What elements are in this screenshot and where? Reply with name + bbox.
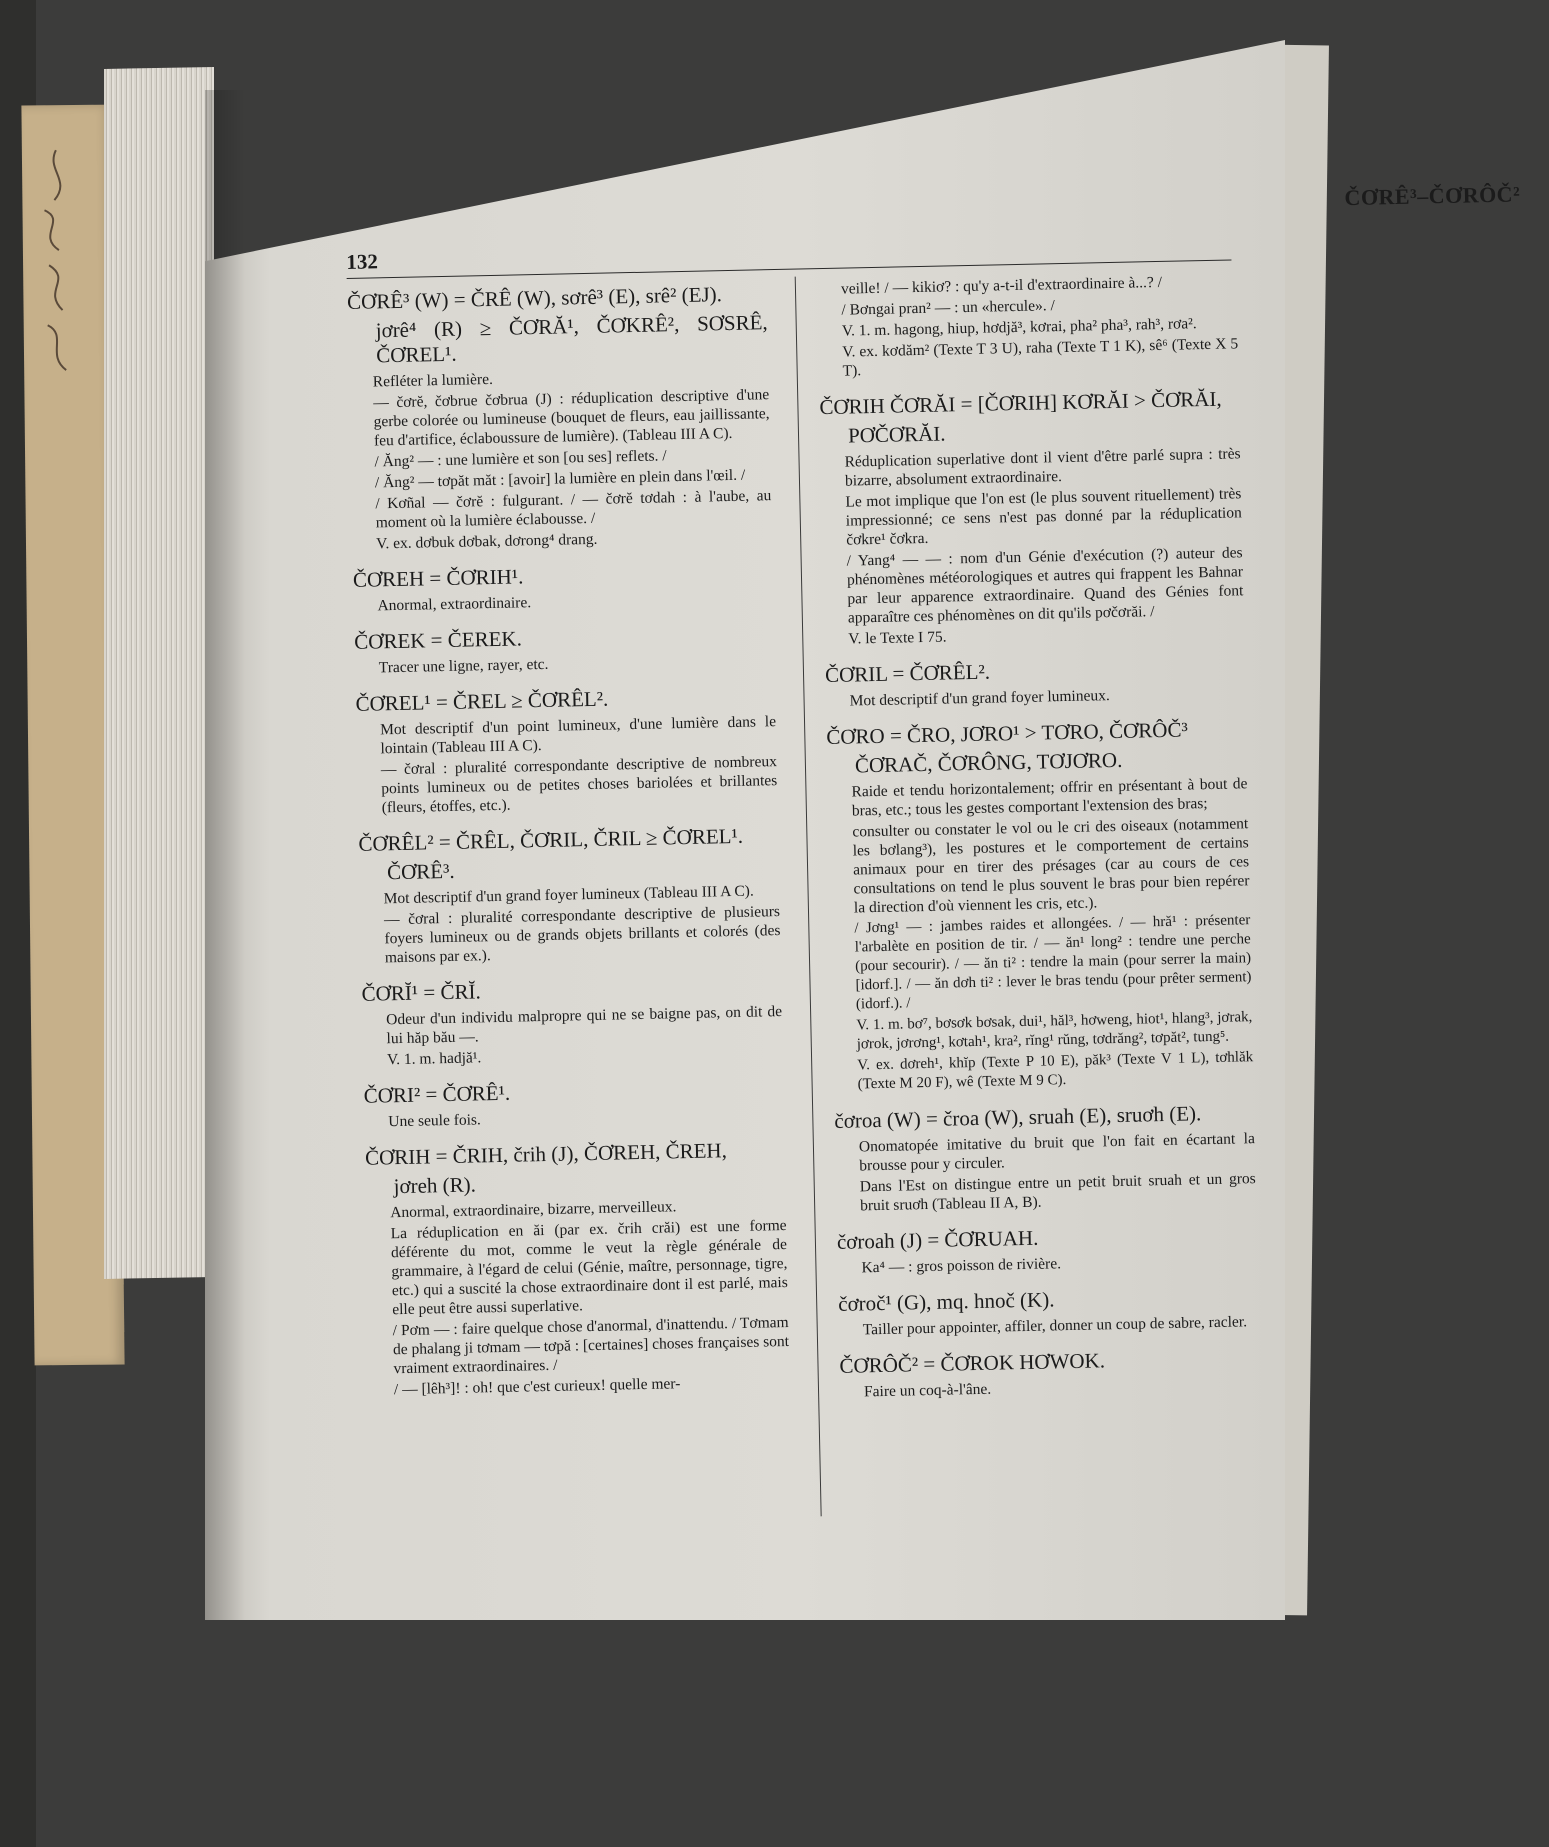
dictionary-entry [826, 716, 1254, 1095]
definition-line: / — [lêh³]! : oh! que c'est curieux! quelle mer- [393, 1375, 681, 1399]
right-column [817, 271, 1261, 1416]
definition-line: Faire un coq-à-l'âne. [863, 1380, 992, 1401]
definition-line: V. le Texte I 75. [848, 628, 947, 648]
page-edges [104, 67, 214, 1279]
definition-line: V. ex. dơbuk dơbak, dơrong⁴ drang. [376, 530, 598, 553]
definition-line: V. 1. m. bơ⁷, bơsơk bơsak, dui¹, hăl³, hơweng, hiot¹, hlang³, jơrak, jơrok, jơrơng¹, kơtah¹, kra², rĭng¹ rŭng, tơdrăng², tơpăt², tung⁵. [856, 1009, 1253, 1053]
headword: ČƠRĬ¹ = ČRĬ. [361, 979, 481, 1006]
definition-line: Anormal, extraordinaire, bizarre, merveilleux. [390, 1198, 677, 1222]
definition-line: Dans l'Est on distingue entre un petit bruit sruah et un gros bruit sruơh (Tableau II A, B). [859, 1170, 1256, 1215]
definition-line: Tracer une ligne, rayer, etc. [378, 655, 549, 677]
dictionary-entry [353, 559, 774, 616]
definition-line: Refléter la lumière. [372, 370, 494, 391]
dictionary-entry [834, 1100, 1256, 1216]
headword: ČƠRIH = ČRIH, črih (J), ČƠREH, ČREH, [364, 1138, 728, 1170]
headword: ČƠRÊ³ (W) = ČRÊ (W), sơrê³ (E), srê² (EJ). [346, 282, 723, 314]
definition-line: — čơrĕ, čơbrue čơbrua (J) : réduplication descriptive d'une gerbe colorée ou lumineuse (bouquet de fleurs, eau jaillissante, feu d'artifice, éclaboussure de lumière). (Tableau III A C). [373, 386, 770, 450]
definition-line: / Bơngai pran² — : un «hercule». / [841, 297, 1055, 319]
headword-continuation: ČƠRÊ³. [386, 858, 455, 885]
definition-line: Réduplication superlative dont il vient d'être parlé supra : très bizarre, absolument extraordinaire. [844, 445, 1241, 490]
headword: ČƠREL¹ = ČREL ≥ ČƠRÊL². [355, 686, 609, 716]
dictionary-entry [838, 1283, 1259, 1340]
headword: ČƠRÔČ² = ČƠROK HƠWOK. [839, 1348, 1106, 1378]
dictionary-entry [347, 281, 772, 554]
dictionary-entry [355, 683, 778, 818]
dictionary-entry [837, 1221, 1258, 1278]
dictionary-entry-continued [817, 271, 1239, 381]
dictionary-entry [358, 823, 781, 968]
pencil-scribble-icon [26, 140, 89, 401]
definition-line: Ka⁴ — : gros poisson de rivière. [861, 1255, 1062, 1277]
headword: čơroah (J) = ČƠRUAH. [836, 1225, 1039, 1254]
definition-line: V. 1. m. hadjă¹. [386, 1049, 482, 1069]
headword-continuation: jơrê⁴ (R) ≥ ČƠRĂ¹, ČƠKRÊ², SƠSRÊ, ČƠREL¹. [375, 310, 768, 368]
dictionary-entry [365, 1137, 790, 1400]
definition-line: / Kơñal — čơrĕ : fulgurant. / — čơrĕ tơdah : à l'aube, au moment où la lumière éclabousse. / [375, 487, 772, 532]
definition-line: / Ăng² — : une lumière et son [ou ses] reflets. / [374, 447, 667, 471]
definition-line: Le mot implique que l'on est (le plus souvent rituellement) très impressionné; ce sens n'est pas donné par la réduplication čơkre¹ čơkra. [845, 485, 1242, 549]
definition-line: V. ex. dơreh¹, khĭp (Texte P 10 E), păk³ (Texte V 1 L), tơhlăk (Texte M 20 F), wê (Texte M 9 C). [857, 1049, 1254, 1093]
definition-line: / Jơng¹ — : jambes raides et allongées. / — hră¹ : présenter l'arbalète en position de tir. / — ăn¹ long² : tendre une perche (pour secourir). / — ăn ti² : tendre la main (pour serrer la main) [idorf.]. / — ăn dơh ti² : lever le bras tendu (pour prêter serment) (idorf.). / [854, 912, 1252, 1013]
headword: ČƠRI² = ČƠRÊ¹. [363, 1080, 511, 1108]
definition-line: La réduplication en ăi (par ex. črih crăi) est une forme déférente du mot, comme le veut la règle générale de grammaire, à l'égard de celui (Génie, maître, personnage, tigre, etc.) qui a suscité la chose extraordinaire dont il est parlé, mais elle peut être aussi superlative. [390, 1216, 788, 1319]
dictionary-entry [839, 1345, 1260, 1402]
dictionary-entry [364, 1075, 785, 1132]
gutter-shadow [205, 90, 245, 1620]
left-column [347, 281, 790, 1414]
page-content [345, 181, 1521, 1600]
definition-line: V. 1. m. hagong, hiup, hơdjă³, kơrai, pha² pha³, rah³, rơa². [841, 315, 1197, 340]
dictionary-entry [354, 621, 775, 678]
headword: ČƠRO = ČRO, JƠRO¹ > TƠRO, ČƠRÔČ³ [826, 717, 1188, 750]
definition-line: / Ăng² — tơpăt măt : [avoir] la lumière en plein dans l'œil. / [374, 466, 746, 492]
column-divider [795, 277, 822, 1517]
definition-line: veille! / — kikiơ? : qu'y a-t-il d'extraordinaire à...? / [840, 273, 1163, 298]
dictionary-entry [819, 386, 1244, 649]
definition-line: Mot descriptif d'un grand foyer lumineux. [849, 687, 1110, 710]
definition-line: Onomatopée imitative du bruit que l'on fait en écartant la brousse pour y circuler. [858, 1130, 1256, 1175]
headword: čơroa (W) = čroa (W), sruah (E), sruơh (E). [834, 1101, 1202, 1133]
running-head: ČƠRÊ³–ČƠRÔČ² [1344, 181, 1521, 211]
headword-continuation: jơreh (R). [393, 1172, 477, 1199]
headword: ČƠRIL = ČƠRÊL². [824, 659, 991, 688]
headword-continuation: ČƠRAČ, ČƠRÔNG, TƠJƠRO. [854, 747, 1123, 778]
headword: ČƠREK = ČEREK. [354, 626, 523, 654]
definition-line: Une seule fois. [388, 1111, 482, 1131]
definition-line: consulter ou constater le vol ou le cri des oiseaux (notamment les bơlang³), les postures et le comportement de certains animaux pour en tirer des présages (car au cours de ces consultations on tend le plus souvent le bras pour bien repérer la direction d'où viennent les cris, etc.). [852, 815, 1250, 917]
definition-line: V. ex. kơdăm² (Texte T 3 U), raha (Texte T 1 K), sê⁶ (Texte X 5 T). [842, 335, 1239, 380]
definition-line: Tailler pour appointer, affiler, donner un coup de sabre, racler. [862, 1313, 1248, 1339]
dictionary-entry [361, 973, 783, 1070]
headword: čơroč¹ (G), mq. hnoč (K). [837, 1287, 1055, 1316]
headword: ČƠRÊL² = ČRÊL, ČƠRIL, ČRIL ≥ ČƠREL¹. [358, 823, 744, 856]
headword: ČƠREH = ČƠRIH¹. [352, 564, 524, 592]
definition-line: / Pơm — : faire quelque chose d'anormal, d'inattendu. / Tơmam de phalang ji tơmam — tơpă : [certaines] choses françaises sont vraiment extraordinaires. / [392, 1313, 790, 1378]
dictionary-entry [825, 654, 1246, 711]
definition-line: Raide et tendu horizontalement; offrir en présentant à bout de bras, etc.; tous les gestes comportant l'extension des bras; [851, 775, 1248, 820]
definition-line: Anormal, extraordinaire. [377, 594, 532, 615]
definition-line: / Yang⁴ — — : nom d'un Génie d'exécution (?) auteur des phénomènes météorologiques et autres qui frappent les Bahnar par leur apparence extraordinaire. Quand des Génies font apparaître ces phénomènes on dit qu'ils pơčơrăi. / [846, 544, 1244, 627]
headword: ČƠRIH ČƠRĂI = [ČƠRIH] KƠRĂI > ČƠRĂI, [819, 386, 1222, 420]
definition-line: Odeur d'un individu malpropre qui ne se baigne pas, on dit de lui hăp bău —. [385, 1003, 783, 1048]
definition-line: — čơral : pluralité correspondante descriptive de nombreux points lumineux ou de petites choses bariolées et brillantes (fleurs, étoffes, etc.). [380, 753, 778, 817]
definition-line: — čơral : pluralité correspondante descriptive de plusieurs foyers lumineux ou de grands objets brillants et colorés (des maisons par ex.). [383, 903, 781, 967]
definition-line: Mot descriptif d'un point lumineux, d'une lumière dans le lointain (Tableau III A C). [379, 713, 777, 758]
headword-continuation: PƠČƠRĂI. [847, 421, 946, 448]
definition-line: Mot descriptif d'un grand foyer lumineux (Tableau III A C). [383, 882, 754, 908]
page-number: 132 [346, 249, 379, 274]
